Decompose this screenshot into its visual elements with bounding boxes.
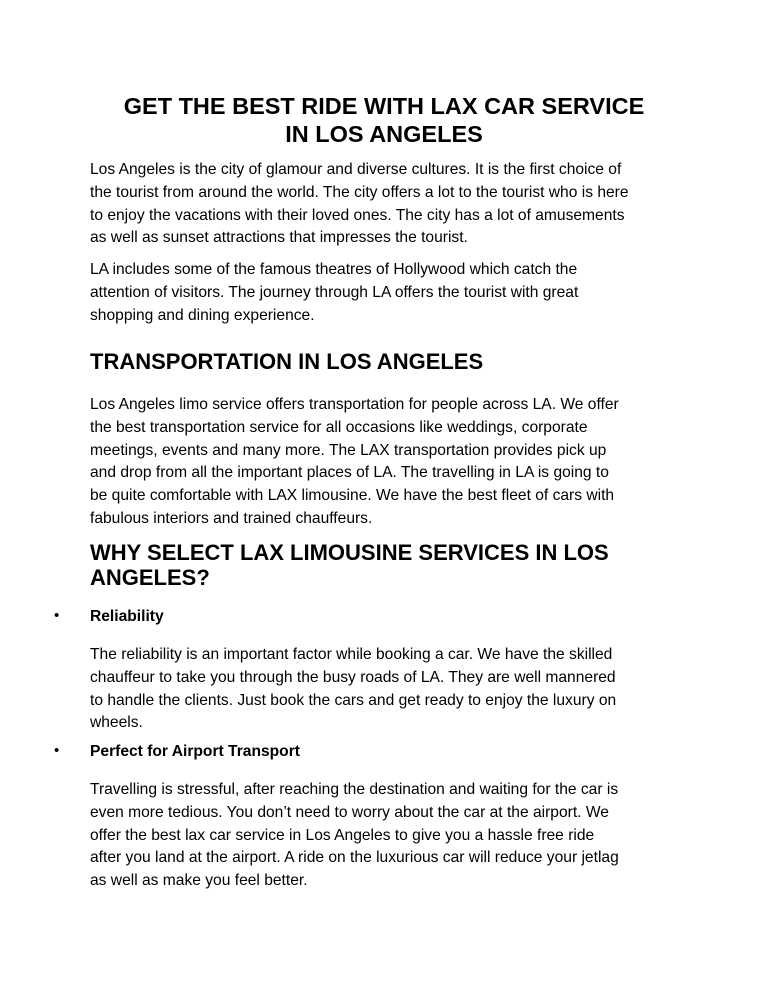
text-line: to enjoy the vacations with their loved ones. The city has a lot of amusements: [90, 206, 625, 224]
text-line: meetings, events and many more. The LAX transportation provides pick up: [90, 441, 607, 459]
text-line: chauffeur to take you through the busy roads of LA. They are well mannered: [90, 668, 616, 686]
text-line: attention of visitors. The journey through LA offers the tourist with great: [90, 283, 579, 301]
intro-paragraph: [90, 159, 629, 250]
heading-line: TRANSPORTATION IN LOS ANGELES: [90, 349, 484, 374]
text-line: be quite comfortable with LAX limousine. We have the best fleet of cars with: [90, 487, 615, 505]
text-line: to handle the clients. Just book the cars and get ready to enjoy the luxury on: [90, 691, 617, 709]
text-line: fabulous interiors and trained chauffeurs.: [90, 509, 373, 527]
heading-line: ANGELES?: [90, 565, 210, 590]
text-line: offer the best lax car service in Los Angeles to give you a hassle free ride: [90, 826, 595, 844]
bullet-icon: •: [54, 607, 60, 624]
text-line: even more tedious. You don’t need to worry about the car at the airport. We: [90, 803, 609, 821]
title-line: GET THE BEST RIDE WITH LAX CAR SERVICE: [123, 93, 645, 119]
text-line: as well as sunset attractions that impresses the tourist.: [90, 229, 468, 247]
bullet-heading: Perfect for Airport Transport: [90, 743, 300, 760]
text-line: Los Angeles is the city of glamour and diverse cultures. It is the first choice of: [90, 161, 622, 178]
text-line: shopping and dining experience.: [90, 306, 315, 324]
list-item-title: [90, 606, 164, 629]
bullet-heading: Reliability: [90, 608, 164, 625]
text-line: Travelling is stressful, after reaching the destination and waiting for the car is: [90, 781, 619, 798]
section-heading-why-select: [90, 540, 609, 590]
text-line: as well as make you feel better.: [90, 872, 308, 890]
text-line: after you land at the airport. A ride on the luxurious car will reduce your jetlag: [90, 849, 619, 867]
heading-line: WHY SELECT LAX LIMOUSINE SERVICES IN LOS: [90, 540, 609, 565]
text-line: LA includes some of the famous theatres of Hollywood which catch the: [90, 261, 578, 278]
bullet-icon: •: [54, 742, 60, 759]
intro-paragraph-2: [90, 259, 578, 327]
list-item-title: [90, 741, 300, 764]
text-line: wheels.: [90, 714, 143, 732]
section-heading-transportation: [90, 349, 483, 374]
transportation-paragraph: [90, 394, 619, 531]
title-line: IN LOS ANGELES: [285, 121, 483, 147]
text-line: The reliability is an important factor while booking a car. We have the skilled: [90, 646, 613, 663]
text-line: Los Angeles limo service offers transportation for people across LA. We offer: [90, 396, 619, 413]
text-line: the best transportation service for all occasions like weddings, corporate: [90, 418, 588, 436]
text-line: and drop from all the important places of LA. The travelling in LA is going to: [90, 464, 609, 482]
page-title: [0, 92, 768, 148]
list-item-body: [90, 779, 619, 893]
text-line: the tourist from around the world. The city offers a lot to the tourist who is here: [90, 183, 629, 201]
list-item-body: [90, 644, 616, 735]
